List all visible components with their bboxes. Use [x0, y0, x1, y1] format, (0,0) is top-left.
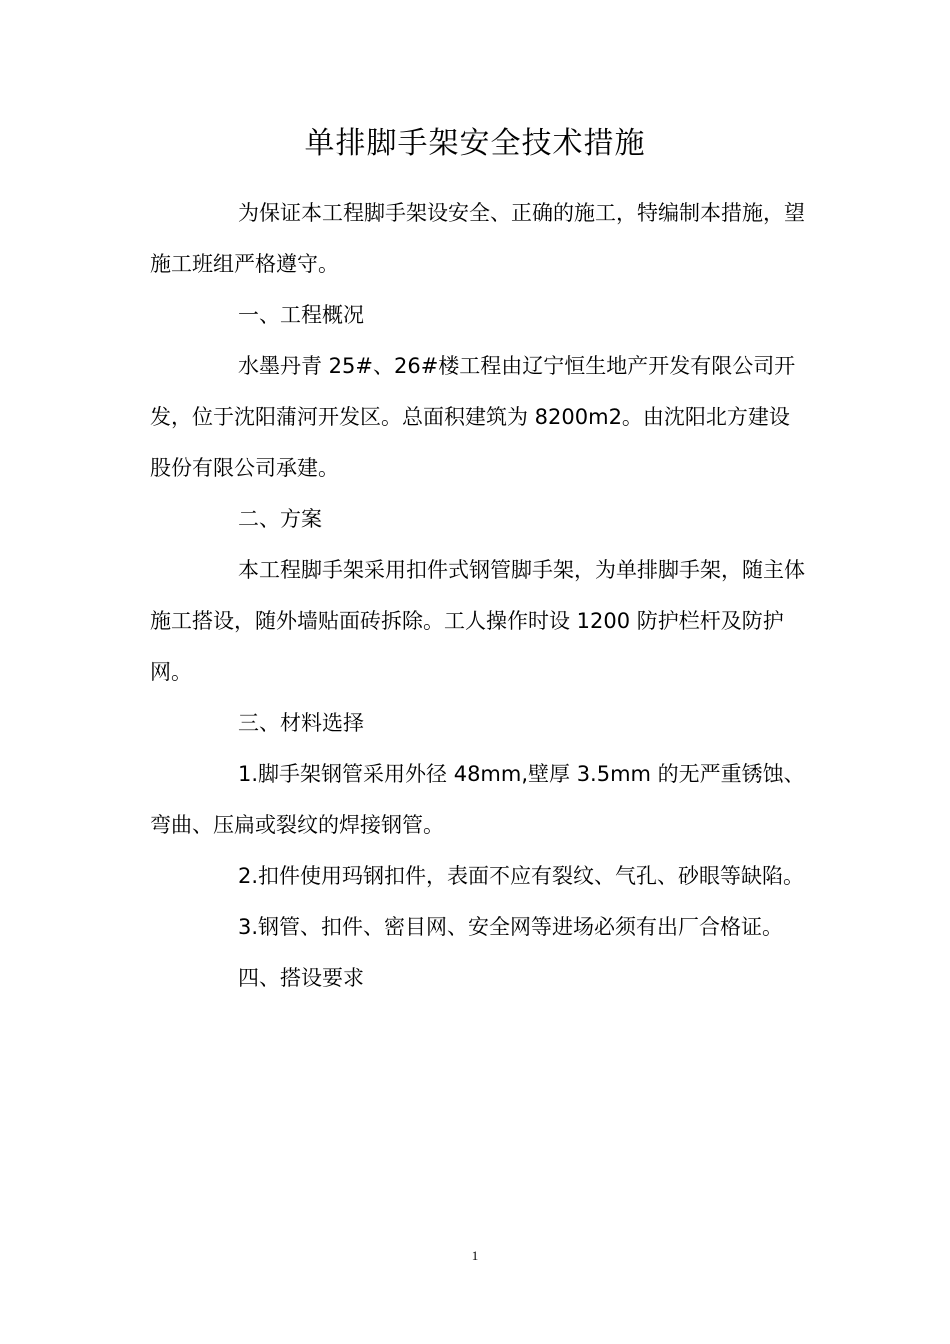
document-title: 单排脚手架安全技术措施	[304, 126, 646, 161]
section-heading-erection: 四、搭设要求	[238, 966, 364, 990]
page-number: 1	[471, 1248, 479, 1263]
section-heading-overview: 一、工程概况	[238, 303, 364, 327]
intro-paragraph: 为保证本工程脚手架设安全、正确的施工，特编制本措施，望施工班组严格遵守。	[150, 201, 805, 276]
section-heading-plan: 二、方案	[238, 507, 322, 531]
section-heading-materials: 三、材料选择	[238, 711, 364, 735]
materials-item-1: 1.脚手架钢管采用外径 48mm,壁厚 3.5mm 的无严重锈蚀、弯曲、压扁或裂纹的焊接钢管。	[150, 762, 805, 837]
document-body	[150, 188, 810, 1004]
materials-item-3: 3.钢管、扣件、密目网、安全网等进场必须有出厂合格证。	[238, 915, 784, 939]
plan-paragraph: 本工程脚手架采用扣件式钢管脚手架，为单排脚手架，随主体施工搭设，随外墙贴面砖拆除。工人操作时设 1200 防护栏杆及防护网。	[150, 558, 805, 684]
overview-paragraph: 水墨丹青 25#、26#楼工程由辽宁恒生地产开发有限公司开发，位于沈阳蒲河开发区。总面积建筑为 8200m2。由沈阳北方建设股份有限公司承建。	[150, 354, 796, 480]
materials-item-2: 2.扣件使用玛钢扣件，表面不应有裂纹、气孔、砂眼等缺陷。	[238, 864, 805, 888]
